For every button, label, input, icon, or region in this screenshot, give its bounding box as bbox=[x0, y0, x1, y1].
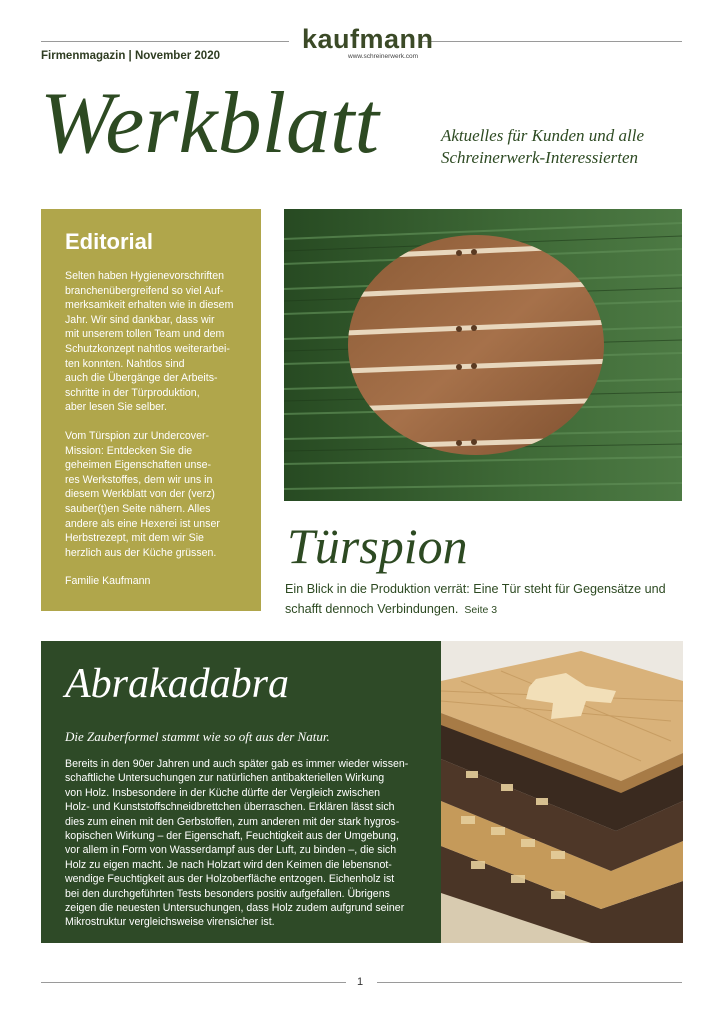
tagline-line-2: Schreinerwerk-Interessierten bbox=[441, 148, 639, 167]
footer-rule-right bbox=[377, 982, 682, 983]
masthead-tagline bbox=[441, 125, 681, 169]
footer-rule-left bbox=[41, 982, 346, 983]
page-number: 1 bbox=[357, 976, 364, 988]
header-rule-left bbox=[41, 41, 289, 42]
door-production-photo bbox=[284, 209, 682, 501]
editorial-heading: Editorial bbox=[65, 229, 154, 254]
editorial-box bbox=[41, 209, 261, 611]
brand-logo bbox=[302, 24, 434, 55]
editorial-signature: Familie Kaufmann bbox=[65, 575, 151, 588]
editorial-paragraph-2: Vom Türspion zur Undercover- Mission: Entdecken Sie die geheimen Eigenschaften unse- res Werkstoffes, dem wir uns in diesem Werkblatt von der (verz) sauber(t)en Seite nähern. Alles andere als eine Hexerei ist unser Herbstrezept, mit dem wir Sie herzlich aus der Küche grüssen. bbox=[65, 429, 220, 559]
brand-name: kaufmann bbox=[302, 24, 434, 54]
masthead-title: Werkblatt bbox=[40, 75, 379, 172]
cutting-boards-photo bbox=[441, 641, 683, 943]
tagline-line-1: Aktuelles für Kunden und alle bbox=[441, 126, 645, 145]
feature-subtitle bbox=[285, 579, 685, 620]
feature-subtitle-text: Ein Blick in die Produktion verrät: Eine Tür steht für Gegensätze und schafft dennoch Verbindungen. bbox=[285, 582, 666, 616]
header-rule-right bbox=[422, 41, 682, 42]
brand-url: www.schreinerwerk.com bbox=[348, 53, 419, 60]
feature-page-ref[interactable]: Seite 3 bbox=[464, 604, 498, 616]
door-production-illustration bbox=[284, 209, 682, 501]
editorial-paragraph-1: Selten haben Hygienevorschriften branchenübergreifend so viel Auf- merksamkeit erhalten wie in diesem Jahr. Wir sind dankbar, dass wir mit unserem tollen Team und dem Schutzkonzept nahtlos weiterarbei- ten konnten. Nahtlos sind auch die Übergänge der Arbeits- schritte in der Türproduktion, aber lesen Sie selber. bbox=[65, 270, 234, 414]
article-body: Bereits in den 90er Jahren und auch später gab es immer wieder wissen- schaftliche Untersuchungen zur natürlichen antibakteriellen Wirkung von Holz. Insbesondere in der Küche dürfte der Vergleich zwischen Holz- und Kunststoffschneidbrettchen überraschen. Erklären lässt sich dies zum einen mit den Gerbstoffen, zum anderen mit der stark hygros- kopischen Wirkung – der Eigenschaft, Feuchtigkeit aus der Umgebung, vor allem in Form von Wasserdampf aus der Luft, zu binden –, die sich Holz zu eigen macht. Je nach Holzart wird den Keimen die lebensnot- wendige Feuchtigkeit aus der Holzoberfläche entzogen. Eichenholz ist bei den durchgeführten Tests besonders positiv aufgefallen. Übrigens zeigen die neuesten Untersuchungen, dass Holz zudem aufgrund seiner Mikrostruktur vergleichsweise virensicher ist. bbox=[65, 758, 409, 929]
cutting-boards-illustration bbox=[441, 641, 683, 943]
article-title: Abrakadabra bbox=[65, 661, 289, 707]
article-lead: Die Zauberformel stammt wie so oft aus der Natur. bbox=[65, 729, 330, 744]
issue-label: Firmenmagazin | November 2020 bbox=[41, 50, 220, 62]
article-box bbox=[41, 641, 441, 943]
feature-title: Türspion bbox=[287, 518, 468, 574]
